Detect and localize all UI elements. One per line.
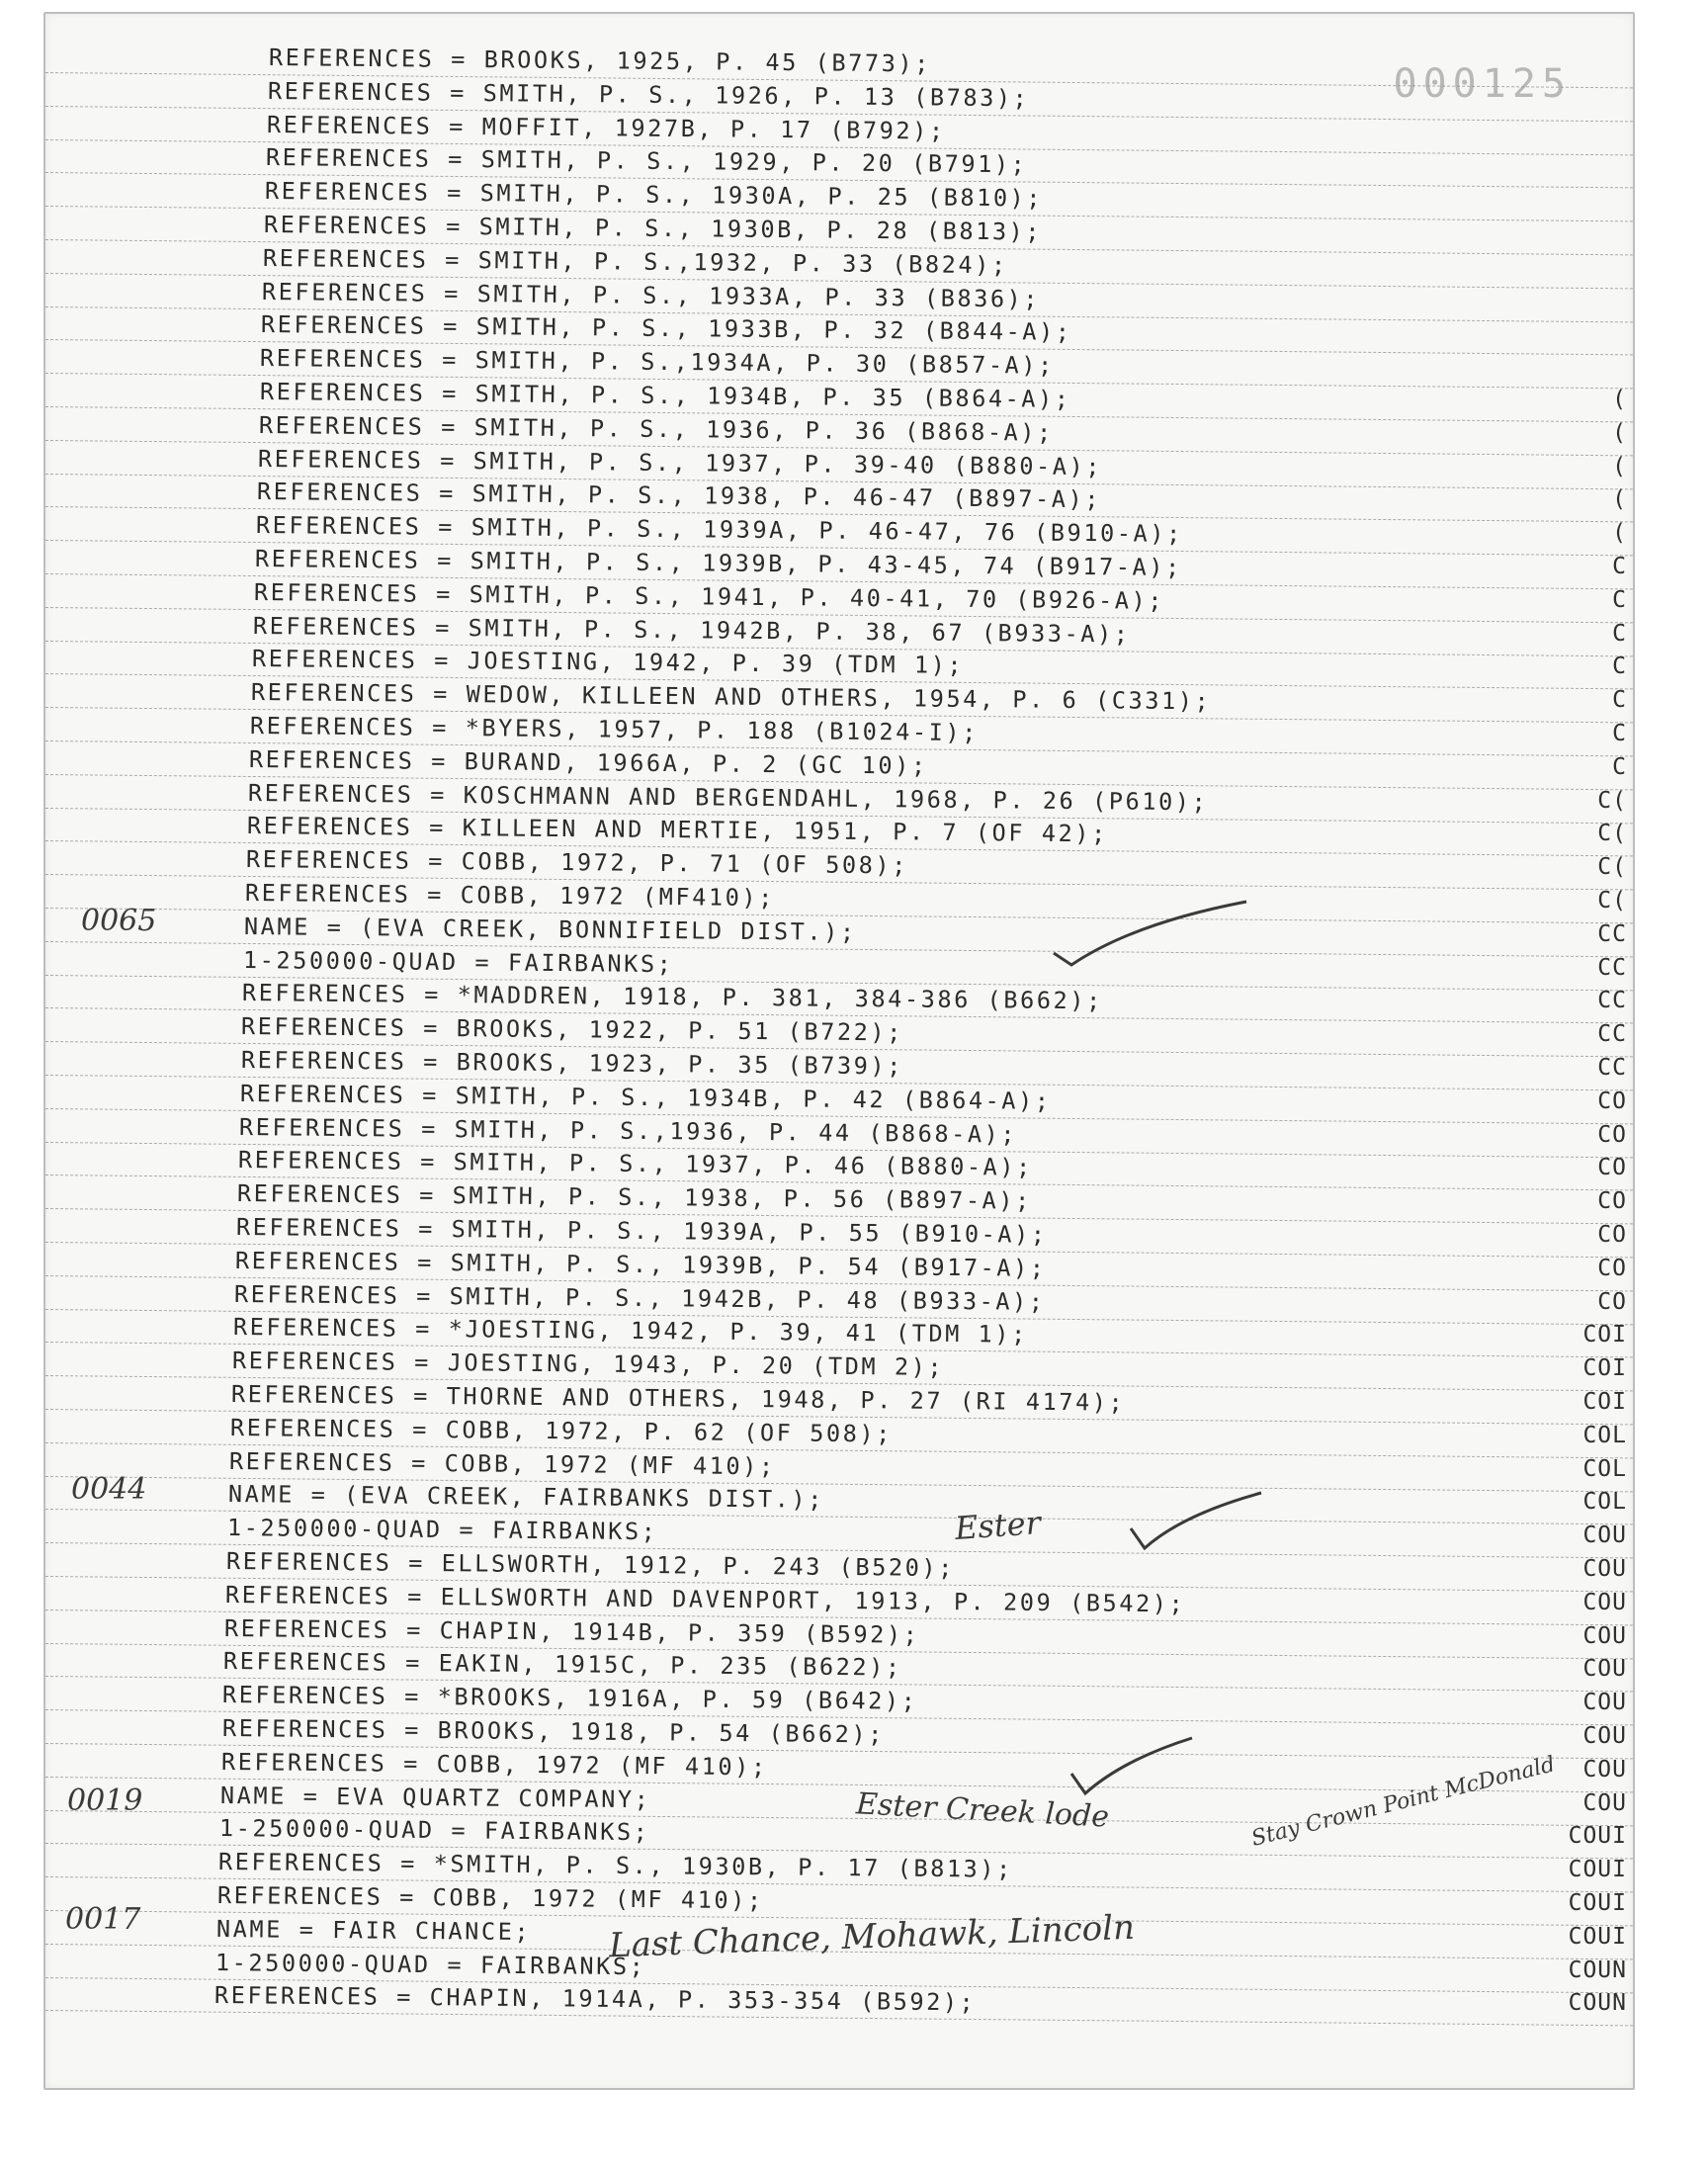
reference-line: REFERENCES = SMITH, P. S., 1939A, P. 46-47, 76 (B910-A);: [255, 511, 1183, 549]
record-name-line: NAME = FAIR CHANCE;: [215, 1914, 532, 1946]
edge-mark: CO: [1597, 1222, 1627, 1248]
edge-mark: (: [1612, 520, 1627, 547]
edge-mark: CO: [1597, 1288, 1627, 1315]
edge-mark: COUI: [1568, 1823, 1627, 1850]
reference-line: REFERENCES = SMITH, P. S.,1934A, P. 30 (B857-A);: [260, 344, 1056, 380]
reference-line: REFERENCES = *BYERS, 1957, P. 188 (B1024-I);: [249, 712, 980, 747]
reference-line: REFERENCES = SMITH, P. S., 1938, P. 56 (B897-A);: [236, 1179, 1032, 1215]
edge-mark: COI: [1582, 1322, 1627, 1348]
edge-mark: COU: [1582, 1522, 1627, 1549]
reference-line: REFERENCES = SMITH, P. S., 1937, P. 39-40 (B880-A);: [257, 444, 1102, 480]
reference-line: REFERENCES = SMITH, P. S., 1939A, P. 55 (B910-A);: [235, 1213, 1048, 1249]
edge-mark: COU: [1582, 1656, 1627, 1683]
edge-mark: COU: [1582, 1723, 1627, 1749]
reference-line: REFERENCES = SMITH, P. S., 1934B, P. 42 (B864-A);: [239, 1079, 1052, 1115]
quad-line: 1-250000-QUAD = FAIRBANKS;: [227, 1514, 658, 1546]
reference-line: REFERENCES = ELLSWORTH AND DAVENPORT, 1913, P. 209 (B542);: [225, 1580, 1186, 1618]
edge-mark: C(: [1597, 888, 1627, 914]
edge-mark: CO: [1597, 1088, 1627, 1114]
reference-line: REFERENCES = SMITH, P. S., 1933A, P. 33 (B836);: [262, 277, 1041, 313]
edge-mark: CO: [1597, 1255, 1627, 1281]
page-number: 000125: [1393, 61, 1572, 107]
edge-mark: COL: [1582, 1489, 1627, 1516]
reference-line: REFERENCES = SMITH, P. S., 1939B, P. 43-45, 74 (B917-A);: [254, 545, 1182, 582]
reference-line: REFERENCES = SMITH, P. S., 1926, P. 13 (B783);: [267, 76, 1030, 113]
reference-line: REFERENCES = SMITH, P. S., 1938, P. 46-47 (B897-A);: [256, 478, 1101, 514]
reference-line: REFERENCES = SMITH, P. S., 1934B, P. 35 (B864-A);: [259, 378, 1071, 413]
edge-mark: (: [1612, 453, 1627, 479]
edge-mark: CO: [1597, 1188, 1627, 1215]
reference-line: REFERENCES = JOESTING, 1943, P. 20 (TDM 2);: [231, 1347, 945, 1382]
edge-mark: (: [1612, 419, 1627, 446]
reference-line: REFERENCES = EAKIN, 1915C, P. 235 (B622);: [223, 1647, 903, 1682]
handwritten-note: Ester Creek lode: [855, 1786, 1110, 1835]
reference-line: REFERENCES = KILLEEN AND MERTIE, 1951, P. 7 (OF 42);: [247, 812, 1109, 848]
reference-line: REFERENCES = *MADDREN, 1918, P. 381, 384-386 (B662);: [242, 979, 1104, 1015]
edge-mark: COUN: [1568, 1990, 1627, 2017]
edge-mark: C: [1612, 687, 1627, 714]
reference-line: REFERENCES = COBB, 1972 (MF 410);: [220, 1747, 768, 1782]
edge-mark: COU: [1582, 1622, 1627, 1649]
edge-mark: COU: [1582, 1589, 1627, 1615]
reference-line: REFERENCES = KOSCHMANN AND BERGENDAHL, 1968, P. 26 (P610);: [247, 778, 1209, 816]
reference-line: REFERENCES = COBB, 1972 (MF 410);: [216, 1881, 764, 1915]
handwritten-note: Stay Crown Point McDonald: [1248, 1752, 1558, 1852]
reference-line: REFERENCES = COBB, 1972, P. 71 (OF 508);: [246, 845, 909, 880]
checkmark-icon: [1064, 1734, 1212, 1803]
quad-line: 1-250000-QUAD = FAIRBANKS;: [214, 1948, 646, 1980]
reference-line: REFERENCES = COBB, 1972, P. 62 (OF 508);: [229, 1413, 894, 1448]
quad-line: 1-250000-QUAD = FAIRBANKS;: [218, 1814, 650, 1847]
edge-mark: C(: [1597, 821, 1627, 847]
reference-line: REFERENCES = SMITH, P. S., 1930A, P. 25 (B810);: [265, 177, 1044, 213]
margin-number: 0065: [81, 904, 157, 938]
edge-mark: CC: [1597, 954, 1627, 981]
edge-mark: C(: [1597, 854, 1627, 881]
reference-line: REFERENCES = *JOESTING, 1942, P. 39, 41 (TDM 1);: [232, 1313, 1028, 1349]
reference-line: REFERENCES = BROOKS, 1925, P. 45 (B773);: [268, 44, 932, 78]
record-name-line: NAME = EVA QUARTZ COMPANY;: [219, 1781, 651, 1813]
reference-line: REFERENCES = WEDOW, KILLEEN AND OTHERS, 1954, P. 6 (C331);: [250, 678, 1212, 716]
edge-mark: C: [1612, 753, 1627, 780]
reference-line: REFERENCES = *BROOKS, 1916A, P. 59 (B642);: [222, 1681, 918, 1715]
quad-line: 1-250000-QUAD = FAIRBANKS;: [243, 945, 674, 978]
reference-line: REFERENCES = SMITH, P. S., 1939B, P. 54 (B917-A);: [234, 1246, 1047, 1282]
edge-mark: COUN: [1568, 1957, 1627, 1983]
reference-line: REFERENCES = SMITH, P. S., 1937, P. 46 (B880-A);: [237, 1146, 1033, 1182]
checkmark-icon: [1044, 894, 1261, 973]
edge-mark: COI: [1582, 1355, 1627, 1382]
margin-number: 0044: [71, 1472, 147, 1507]
margin-number: 0019: [67, 1784, 143, 1818]
edge-mark: (: [1612, 486, 1627, 513]
reference-line: REFERENCES = BROOKS, 1922, P. 51 (B722);: [241, 1012, 904, 1047]
reference-line: REFERENCES = THORNE AND OTHERS, 1948, P. 27 (RI 4174);: [230, 1380, 1126, 1417]
reference-line: REFERENCES = CHAPIN, 1914B, P. 359 (B592);: [224, 1613, 920, 1649]
edge-mark: CC: [1597, 920, 1627, 947]
reference-line: REFERENCES = SMITH, P. S., 1933B, P. 32 (B844-A);: [261, 310, 1073, 347]
reference-line: REFERENCES = CHAPIN, 1914A, P. 353-354 (B592);: [214, 1981, 977, 2017]
reference-line: REFERENCES = BURAND, 1966A, P. 2 (GC 10);: [248, 744, 928, 780]
edge-mark: COUI: [1568, 1923, 1627, 1950]
record-name-line: NAME = (EVA CREEK, BONNIFIELD DIST.);: [244, 912, 858, 946]
edge-mark: COUI: [1568, 1890, 1627, 1916]
handwritten-note: Ester: [953, 1504, 1043, 1547]
reference-line: REFERENCES = JOESTING, 1942, P. 39 (TDM 1);: [251, 645, 965, 680]
edge-mark: C(: [1597, 787, 1627, 814]
edge-mark: COL: [1582, 1422, 1627, 1448]
edge-mark: COU: [1582, 1556, 1627, 1582]
reference-line: REFERENCES = MOFFIT, 1927B, P. 17 (B792);: [266, 110, 946, 145]
edge-mark: CC: [1597, 1021, 1627, 1048]
edge-mark: COI: [1582, 1389, 1627, 1415]
edge-mark: C: [1612, 554, 1627, 579]
edge-mark: C: [1612, 620, 1627, 647]
margin-number: 0017: [65, 1902, 141, 1937]
edge-mark: COUI: [1568, 1857, 1627, 1883]
reference-line: REFERENCES = SMITH, P. S., 1941, P. 40-41, 70 (B926-A);: [253, 577, 1165, 615]
edge-mark: COU: [1582, 1756, 1627, 1783]
reference-line: REFERENCES = SMITH, P. S., 1942B, P. 38, 67 (B933-A);: [252, 611, 1131, 649]
scanned-document-page: [43, 12, 1635, 2090]
edge-mark: (: [1612, 387, 1627, 412]
edge-mark: COL: [1582, 1455, 1627, 1482]
reference-line: REFERENCES = ELLSWORTH, 1912, P. 243 (B520);: [226, 1547, 956, 1583]
edge-mark: C: [1612, 586, 1627, 613]
edge-mark: COU: [1582, 1789, 1627, 1816]
reference-line: REFERENCES = SMITH, P. S., 1930B, P. 28 (B813);: [264, 211, 1043, 246]
edge-mark: CC: [1597, 1055, 1627, 1081]
edge-mark: C: [1612, 721, 1627, 746]
edge-mark: COU: [1582, 1690, 1627, 1716]
reference-line: REFERENCES = SMITH, P. S.,1932, P. 33 (B824);: [263, 243, 1009, 280]
reference-line: REFERENCES = BROOKS, 1918, P. 54 (B662);: [221, 1714, 885, 1749]
reference-line: REFERENCES = COBB, 1972 (MF 410);: [228, 1446, 776, 1480]
reference-line: REFERENCES = COBB, 1972 (MF410);: [245, 879, 776, 913]
reference-line: REFERENCES = SMITH, P. S., 1936, P. 36 (B868-A);: [258, 410, 1054, 447]
reference-line: REFERENCES = SMITH, P. S., 1929, P. 20 (B791);: [266, 143, 1028, 179]
reference-line: REFERENCES = SMITH, P. S., 1942B, P. 48 (B933-A);: [233, 1279, 1046, 1316]
edge-mark: CO: [1597, 1155, 1627, 1181]
handwritten-note: Last Chance, Mohawk, Lincoln: [608, 1907, 1136, 1966]
reference-line: REFERENCES = BROOKS, 1923, P. 35 (B739);: [240, 1046, 903, 1081]
record-name-line: NAME = (EVA CREEK, FAIRBANKS DIST.);: [228, 1480, 825, 1515]
edge-mark: C: [1612, 653, 1627, 680]
checkmark-icon: [1123, 1487, 1271, 1556]
edge-mark: CC: [1597, 988, 1627, 1014]
reference-line: REFERENCES = *SMITH, P. S., 1930B, P. 17 (B813);: [217, 1848, 1013, 1883]
reference-line: REFERENCES = SMITH, P. S.,1936, P. 44 (B868-A);: [238, 1112, 1017, 1149]
edge-mark: CO: [1597, 1121, 1627, 1148]
